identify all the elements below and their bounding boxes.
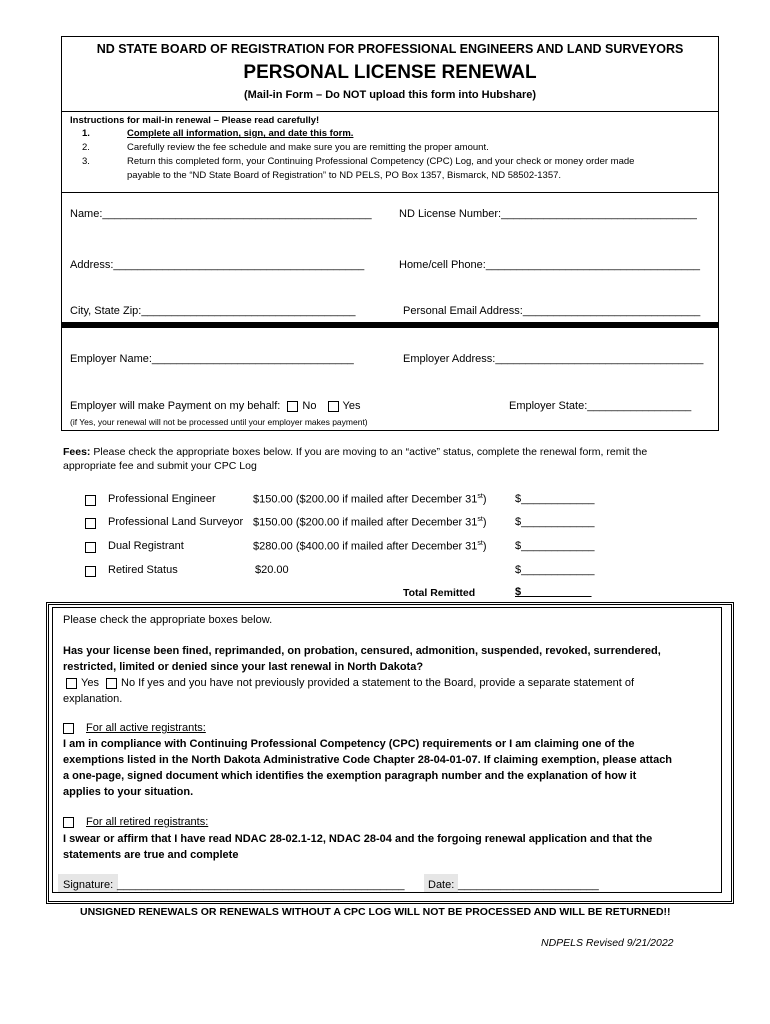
- instruction-text: Return this completed form, your Continuing Professional Competency (CPC) Log, and your check or money order made: [127, 156, 635, 167]
- fee-row-checkbox[interactable]: [85, 566, 96, 577]
- employer-pay-no-checkbox[interactable]: [287, 401, 298, 412]
- fee-row-amount[interactable]: $____________: [515, 493, 595, 505]
- active-statement: a one-page, signed document which identifies the exemption paragraph number and the explanation of how it: [63, 770, 637, 782]
- fees-text: Please check the appropriate boxes below. If you are moving to an “active” status, complete the renewal form, remit the: [90, 446, 648, 458]
- questions-intro: Please check the appropriate boxes below.: [63, 614, 273, 626]
- fee-row-name: Professional Engineer: [108, 493, 216, 505]
- fee-row-name: Retired Status: [108, 564, 178, 576]
- fees-label: Fees:: [63, 446, 91, 458]
- employer-address-field[interactable]: Employer Address:__________________________________: [403, 353, 704, 365]
- total-remitted-amount[interactable]: $ ___________: [515, 586, 592, 598]
- fee-row-price-sup: st: [477, 516, 483, 523]
- fees-text-2: appropriate fee and submit your CPC Log: [63, 460, 257, 472]
- instruction-num: 1.: [82, 128, 90, 139]
- employer-pay-no-label: No: [302, 400, 317, 412]
- total-remitted-label: Total Remitted: [403, 587, 476, 599]
- date-label: Date:: [428, 879, 455, 891]
- fee-row-price-text: $20.00: [255, 564, 289, 576]
- fee-row-name: Professional Land Surveyor: [108, 516, 244, 528]
- fee-row-amount[interactable]: $____________: [515, 564, 595, 576]
- footer-warning: UNSIGNED RENEWALS OR RENEWALS WITHOUT A CPC LOG WILL NOT BE PROCESSED AND WILL BE RETURNED!!: [80, 906, 671, 918]
- fee-row-price-sup: st: [477, 540, 483, 547]
- instruction-num: 3.: [82, 156, 90, 167]
- question-1-instruction-end: explanation.: [63, 693, 123, 705]
- question-1-answer-row: [66, 677, 634, 689]
- active-registrants-checkbox[interactable]: [63, 723, 74, 734]
- fee-row-name: Dual Registrant: [108, 540, 184, 552]
- question-1-no-checkbox[interactable]: [106, 678, 117, 689]
- employer-state-field[interactable]: Employer State:_________________: [509, 400, 692, 412]
- fee-row-price-text: $280.00 ($400.00 if mailed after December 31: [253, 540, 478, 553]
- name-field[interactable]: Name:____________________________________________: [70, 208, 372, 220]
- thick-divider: [61, 322, 719, 328]
- active-statement: I am in compliance with Continuing Professional Competency (CPC) requirements or I am claiming one of the: [63, 738, 635, 750]
- fee-row-price: [253, 516, 487, 529]
- employer-pay-yes-checkbox[interactable]: [328, 401, 339, 412]
- fee-row-price-close: ): [482, 540, 487, 553]
- employer-note: (if Yes, your renewal will not be processed until your employer makes payment): [70, 417, 368, 427]
- active-statement: applies to your situation.: [63, 786, 194, 798]
- fee-row-checkbox[interactable]: [85, 518, 96, 529]
- city-state-zip-field[interactable]: City, State Zip:___________________________________: [70, 305, 356, 317]
- active-statement: exemptions listed in the North Dakota Administrative Code Chapter 28-04-01-07. If claiming exemption, please attach: [63, 754, 673, 766]
- question-1-instruction: If yes and you have not previously provided a statement to the Board, provide a separate statement of: [135, 677, 635, 689]
- license-number-field[interactable]: ND License Number:________________________________: [399, 208, 697, 220]
- retired-statement: statements are true and complete: [63, 849, 239, 861]
- employer-pay-row: [70, 400, 360, 412]
- fee-row-amount[interactable]: $____________: [515, 540, 595, 552]
- retired-registrants-checkbox[interactable]: [63, 817, 74, 828]
- fee-row-checkbox[interactable]: [85, 495, 96, 506]
- employer-pay-yes-label: Yes: [342, 400, 361, 412]
- date-field[interactable]: _______________________: [458, 879, 599, 891]
- fee-row-price: [255, 564, 289, 576]
- fee-row-amount[interactable]: $____________: [515, 516, 595, 528]
- email-field[interactable]: Personal Email Address:_____________________________: [403, 305, 701, 317]
- instruction-text: Complete all information, sign, and date this form.: [127, 128, 354, 139]
- instruction-text: Carefully review the fee schedule and make sure you are remitting the proper amount.: [127, 142, 489, 153]
- instruction-text: payable to the “ND State Board of Registration” to ND PELS, PO Box 1357, Bismarck, ND 58502-1357.: [127, 170, 562, 181]
- signature-label: Signature:: [63, 879, 114, 891]
- fees-intro: [63, 446, 647, 458]
- employer-pay-label: Employer will make Payment on my behalf:: [70, 400, 281, 412]
- fee-row-price-text: $150.00 ($200.00 if mailed after December 31: [253, 516, 478, 529]
- employer-name-field[interactable]: Employer Name:_________________________________: [70, 353, 354, 365]
- retired-statement: I swear or affirm that I have read NDAC 28-02.1-12, NDAC 28-04 and the forgoing renewal application and that the: [63, 833, 653, 845]
- fee-row-price-sup: st: [477, 493, 483, 500]
- question-1-line: Has your license been fined, reprimanded, on probation, censured, admonition, suspended, revoked, surrendered,: [63, 645, 661, 657]
- address-field[interactable]: Address:_________________________________________: [70, 259, 365, 271]
- fee-row-price-text: $150.00 ($200.00 if mailed after December 31: [253, 493, 478, 506]
- revision-date: NDPELS Revised 9/21/2022: [541, 937, 674, 949]
- retired-registrants-row: [63, 816, 208, 828]
- retired-registrants-label: For all retired registrants:: [86, 816, 209, 828]
- active-registrants-row: [63, 722, 206, 734]
- question-1-yes-checkbox[interactable]: [66, 678, 77, 689]
- fee-row-price: [253, 493, 487, 506]
- page-subtitle: (Mail-in Form – Do NOT upload this form into Hubshare): [243, 89, 537, 101]
- signature-field[interactable]: _______________________________________________: [117, 879, 405, 891]
- active-registrants-label: For all active registrants:: [86, 722, 206, 734]
- question-1-no-label: No: [121, 677, 136, 689]
- phone-field[interactable]: Home/cell Phone:___________________________________: [399, 259, 700, 271]
- instruction-num: 2.: [82, 142, 90, 153]
- fee-row-checkbox[interactable]: [85, 542, 96, 553]
- instructions-heading: Instructions for mail-in renewal – Please read carefully!: [70, 115, 320, 126]
- fee-row-price: [253, 540, 487, 553]
- fee-row-price-close: ): [482, 493, 487, 506]
- question-1-line: restricted, limited or denied since your last renewal in North Dakota?: [63, 661, 424, 673]
- question-1-yes-label: Yes: [81, 677, 99, 689]
- fee-row-price-close: ): [482, 516, 487, 529]
- board-name: ND STATE BOARD OF REGISTRATION FOR PROFESSIONAL ENGINEERS AND LAND SURVEYORS: [96, 42, 684, 56]
- page-title: PERSONAL LICENSE RENEWAL: [243, 62, 537, 83]
